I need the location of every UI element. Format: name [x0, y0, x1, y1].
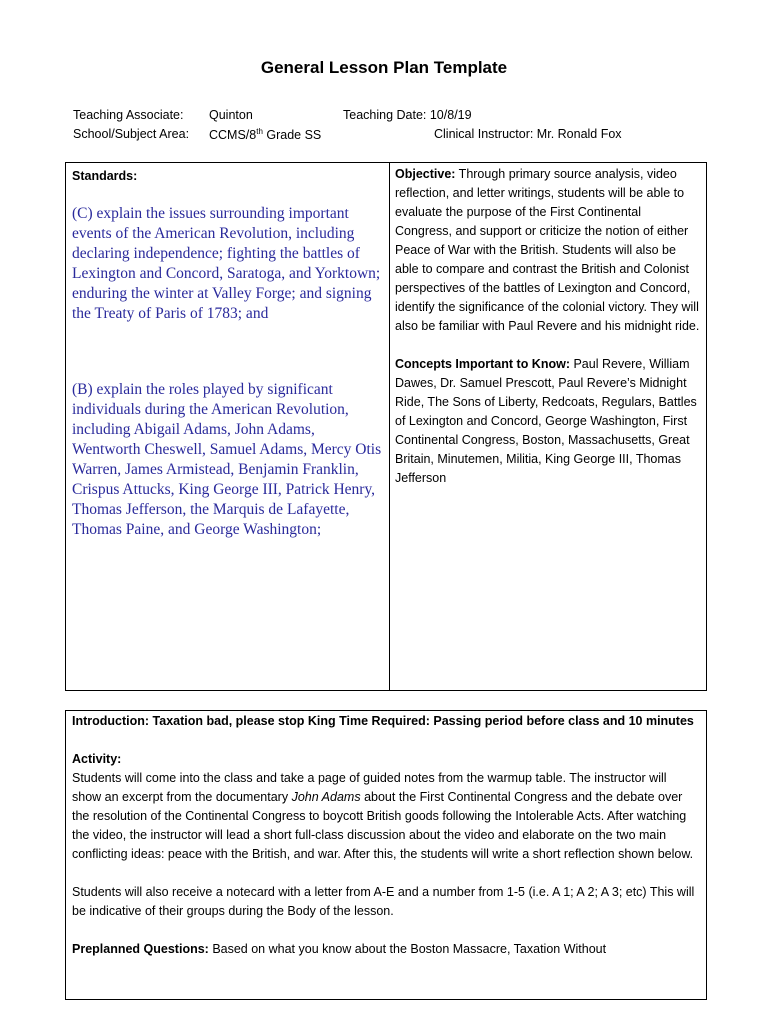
preplanned-text: Based on what you know about the Boston Massacre, Taxation Without: [208, 942, 607, 956]
standards-objective-table: [65, 162, 707, 691]
teaching-associate-label: Teaching Associate:: [73, 108, 184, 122]
preplanned-questions: [72, 940, 698, 959]
objective-cell: [395, 165, 701, 488]
introduction-content: [72, 712, 698, 959]
table-divider: [389, 163, 390, 690]
standard-c: (C) explain the issues surrounding important events of the American Revolution, including declaring independence; fighting the battles of Lexington and Concord, Saratoga, and Yorktown; enduring the winter at Valley Forge; and signing the Treaty of Paris of 1783; and: [72, 205, 381, 322]
objective-text: Through primary source analysis, video reflection, and letter writings, students will be able to evaluate the purpose of the First Continental Congress, and support or criticize the notion of either Peace of War with the British. Students will also be able to compare and contrast the British and Colonist perspectives of the battles of Lexington and Concord, identify the significance of the colonial victory. They will also be familiar with Paul Revere and his midnight ride.: [395, 167, 700, 333]
school-subject-label: School/Subject Area:: [73, 127, 190, 141]
concepts-text: Paul Revere, William Dawes, Dr. Samuel Prescott, Paul Revere’s Midnight Ride, The Sons of Liberty, Redcoats, Regulars, Battles of Lexington and Concord, George Washington, First Continental Congress, Boston, Massachusetts, Great Britain, Minutemen, Militia, King George III, Thomas Jefferson: [395, 357, 697, 485]
notecard-text: Students will also receive a notecard with a letter from A-E and a number from 1-5 (i.e. A 1; A 2; A 3; etc) This will be indicative of their groups during the Body of the lesson.: [72, 885, 695, 918]
clinical-instructor: Clinical Instructor: Mr. Ronald Fox: [434, 127, 622, 141]
concepts-label: Concepts Important to Know:: [395, 357, 570, 371]
preplanned-label: Preplanned Questions:: [72, 942, 209, 956]
document-title: General Lesson Plan Template: [260, 58, 508, 77]
documentary-title: John Adams: [291, 790, 361, 804]
teaching-associate-value: Quinton: [209, 108, 253, 122]
objective-paragraph: [395, 165, 701, 336]
standards-cell: [72, 167, 384, 540]
objective-label: Objective:: [395, 167, 456, 181]
introduction-heading: Introduction: Taxation bad, please stop King Time Required: Passing period before class and 10 minutes: [72, 714, 694, 728]
standard-b: (B) explain the roles played by significant individuals during the American Revolution, including Abigail Adams, John Adams, Wentworth Cheswell, Samuel Adams, Mercy Otis Warren, James Armistead, Benjamin Franklin, Crispus Attucks, King George III, Patrick Henry, Thomas Jefferson, the Marquis de Lafayette, Thomas Paine, and George Washington;: [72, 381, 382, 538]
introduction-box: [65, 710, 707, 1000]
activity-text: Students will come into the class and take a page of guided notes from the warmup table. The instructor will show an excerpt from the documentary John Adams about the First Continental Congress and the debate over the resolution of the Continental Congress to boycott British goods following the Intolerable Acts. After watching the video, the instructor will lead a short full-class discussion about the video and elaborate on the two main conflicting ideas: peace with the British, and war. After this, the students will write a short reflection shown below.: [72, 771, 694, 861]
school-subject-value: CCMS/8th Grade SS: [209, 127, 322, 143]
standards-label: Standards:: [72, 169, 138, 183]
concepts-paragraph: [395, 355, 701, 488]
activity-label: Activity:: [72, 752, 122, 766]
teaching-date: Teaching Date: 10/8/19: [343, 108, 472, 122]
